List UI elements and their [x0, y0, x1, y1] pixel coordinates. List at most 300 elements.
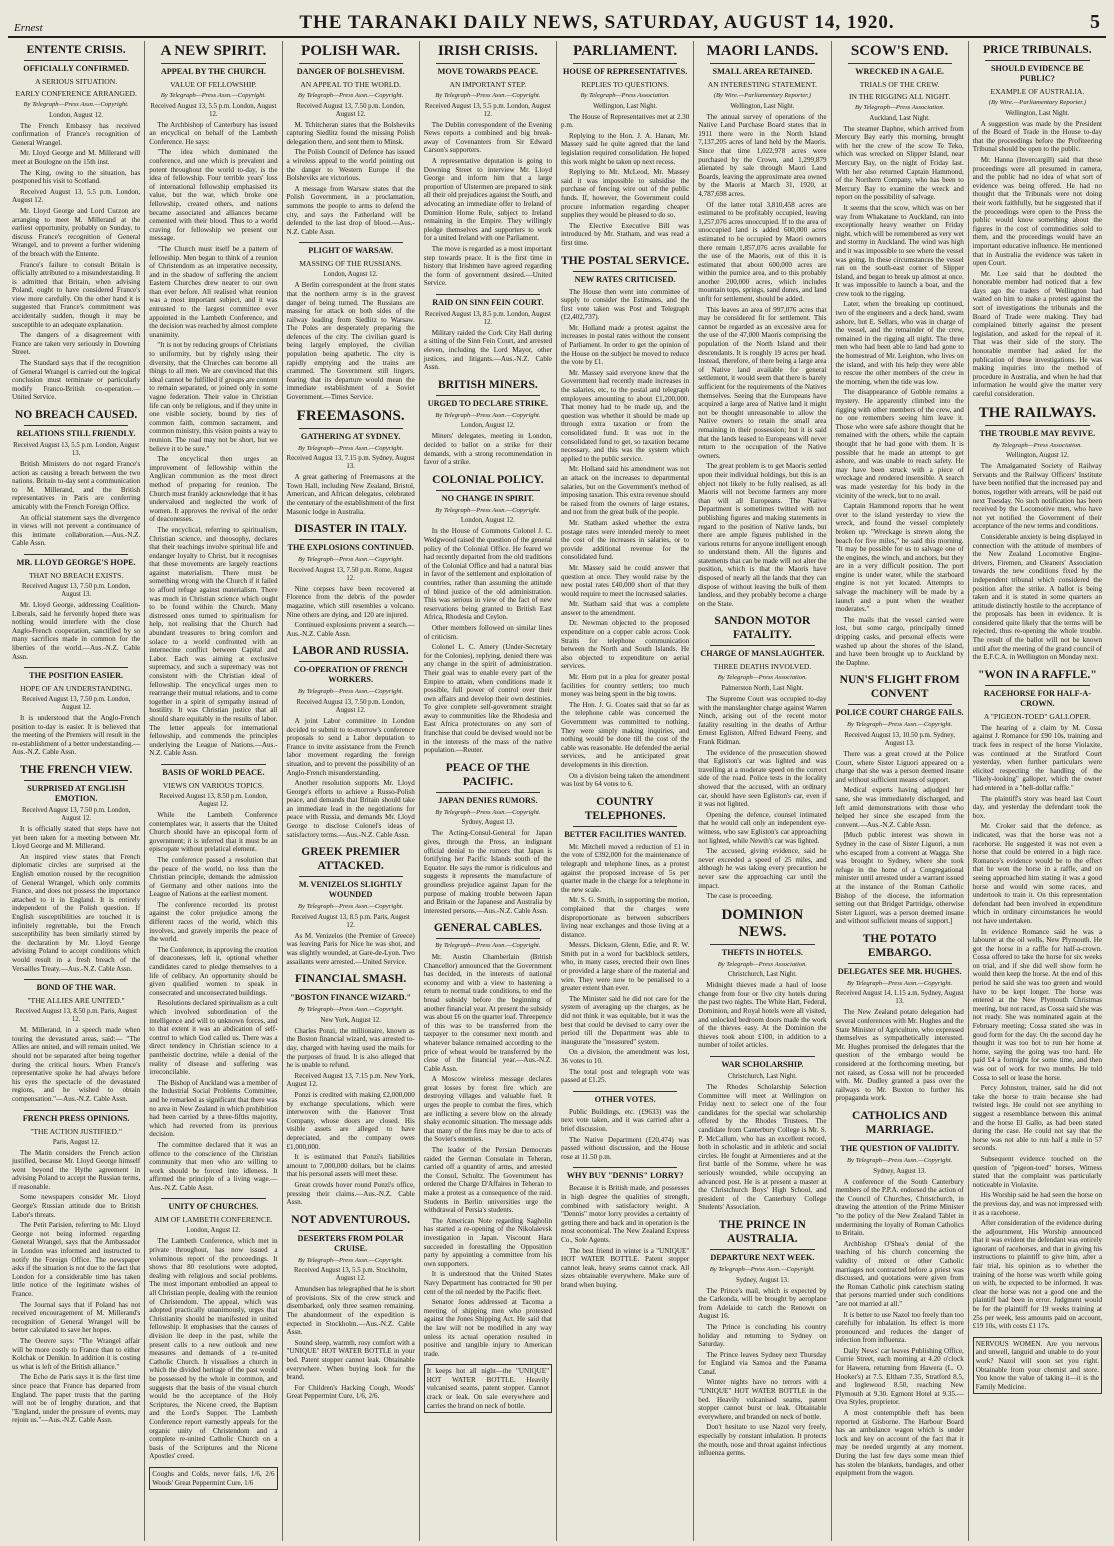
column-8: [969, 41, 1106, 1541]
dateline: Received August 13, 7.50 p.m. London, August 13.: [21, 582, 131, 598]
headline-rule: [985, 60, 1090, 61]
masthead: [8, 4, 1106, 38]
article: [424, 378, 552, 467]
article-paragraph: A joint Labor committee in London decided to submit to to-morrow's conference proposals to send a Labor deputation to France to invite assistance from the French labor movement regarding the foreign situation, and to prevent the possibility of an Anglo-French misunderstanding.: [286, 716, 415, 777]
article-paragraph: In evidence Romance said he was a labourer at the oil wells, New Plymouth. He got the horse in a raffle for half-a-crown. Cossa offered to take the horse for six weeks on trial, and if she did well show form he would then keep the horse. At the end of this period he said she was too green and would have to be kept longer. The horse was entered at the New Plymouth Christmas meeting, but not raced, as Cossa said she was not ready. She was nominated again at the February meeting; Cossa stated she was in good form for the day. On the second day he thought it was too hot to run her home at home, saying the going was too hard. He paid £4 a fortnight for some time, and then was out of work for two months. He told Cossa to sell or lease the horse.: [972, 927, 1102, 1082]
headline-rule: [573, 63, 677, 64]
section-rule: [710, 1056, 814, 1057]
article-paragraph: It is understood that the United States Navy Department has contracted for 90 per cent of the oil needed by the Pacific fleet.: [423, 1270, 552, 1296]
article: [836, 932, 964, 1103]
article-paragraph: The move is regarded as a most important step towards peace. It is the first time in history that Irishmen have agreed regarding the form of government desired.—United Service.: [423, 244, 552, 288]
headline-rule: [299, 989, 403, 990]
article-paragraph: It seems that the scow, which was on her way from Whakatane to Auckland, ran into exceptionally heavy weather on Friday night, which will be remembered as very wet and stormy in Auckland. The wind was high and it was impossible to see where the vessel was going. In these circumstances the vessel ran on the south-east corner of Slipper Island, and began to break up almost at once. It was impossible to launch a boat, and the crew took to the rigging.: [835, 203, 964, 298]
article-deck: "THE ACTION JUSTIFIED.": [30, 1126, 122, 1136]
article-paragraph: Because it is British made, and possesses in high degree the qualities of strength, combined with satisfactory weight. A "Dennis" motor lorry provides a certainty of getting there and back and in operation is the most economical. The New Zealand Express Co., Sole Agents.: [561, 1184, 690, 1244]
article: [149, 764, 277, 1193]
section-rule: [24, 554, 128, 555]
article-deck: EARLY CONFERENCE ARRANGED.: [15, 89, 137, 98]
article-paragraph: The Rhodes Scholarship Selection Committee will meet at Wellington on Friday next to select one of the four candidates for the special war scholarship offered by the Rhodes Trustees. The candidate from Canterbury College is Mr. S. P. McCallum, who has an excellent record, both in scholastic and in athletic and social circles. He fought at Armentieres and at the first battle of the Somme, where he was seriously wounded, while occupying an advanced post. He is at present a master at the Christchurch Boys' High School, and president of the Canterbury College Students' Association.: [698, 1083, 827, 1212]
dateline: London, August 12.: [460, 517, 515, 525]
article-paragraph: Mr. Hanna (Invercargill) said that these proceedings were all presumed in camera, and the public had no idea of what sort of evidence was being offered. He had no thought that the Tribunals were not doing their work faithfully, but he suggested that if the proceedings were open to the Press the public would know something about the figures in the cost of commodities sold to them, and the proceedings would have an important educative influence. He mentioned that in Australia the evidence was taken in open Court.: [972, 155, 1102, 268]
dateline: Sydney, August 13.: [873, 1167, 927, 1175]
article-paragraph: A Moscow wireless message declares great losses by forest fire which are destroying villages and valuable fuel. It urges the people to combat the fires, which are inflicting a severe blow on the already shaky economic situation. The message adds that many of the fires may be due to acts of the Soviet's enemies.: [423, 1075, 552, 1144]
dateline: Received August 13, 7.50 p.m. Rome, August 12.: [288, 566, 413, 582]
article-paragraph: The mails that the vessel carried were lost, but some cargo, principally tinned dripping casks, and personal effects were washed up about the shores of the island, and have been brought up to Auckland by the Daphne.: [835, 615, 964, 667]
article-headline: MAORI LANDS.: [706, 43, 819, 59]
article-deck: "THE ALLIES ARE UNITED.": [27, 996, 125, 1006]
article: [424, 921, 552, 1358]
article-deck: VIEWS ON VARIOUS TOPICS.: [162, 780, 264, 790]
article: [149, 43, 277, 758]
article: [561, 795, 689, 1085]
article-headline: POLISH WAR.: [301, 43, 401, 59]
article-paragraph: Resolutions declared spiritualism as a cult which involved subordination of the intelligence and will to unknown forces, and to that extent it was an abdication of self-control to which God called us. There was a direct tendency in Christian science to a pantheistic doctrine, while a denial of the reality of disease and suffering was irreconcilable.: [149, 999, 278, 1077]
article-paragraph: The great problem is to get Maoris settled upon their individual holdings, but this is an object not likely to be fully realised, as all Maoris will not become farmers any more than will all Europeans. The Native Department is sometimes twitted with not publishing figures and making statements in regard to the position of Native lands, but there are ample figures published in the various returns for anyone intelligent enough to understand them. All the figures and statements that can be made will not alter the position, which is that the Maoris have disposed of nearly all the lands that they can dispose of without leaving the bulk of them landless, and they probably become a charge on the State.: [698, 462, 827, 608]
article-headline: GREEK PREMIER ATTACKED.: [301, 846, 400, 873]
headline-rule: [299, 539, 403, 540]
article-headline: BRITISH MINERS.: [438, 378, 538, 391]
wire-credit: By Telegraph—Press Association.: [854, 104, 945, 111]
article-paragraph: Winter nights have no terrors with a "UNIQUE" HOT WATER BOTTLE in the bed. Heavily vulcanised seams, patent stopper cannot burst or leak. Obtainable everywhere, and branded on neck of bottle.: [698, 1378, 827, 1421]
article-paragraph: Received August 13, 5.5 p.m. London, August 12.: [12, 187, 141, 205]
wire-credit: By Telegraph—Press Assn.—Copyright.: [160, 92, 266, 99]
article: [287, 845, 415, 966]
page-number: 5: [1090, 11, 1100, 33]
headline-rule: [24, 780, 128, 781]
article-paragraph: Nine corpses have been recovered at Florence from the debris of the powder magazine, which still resembles a volcano. Nine others are dying, and 120 are injured.: [286, 584, 415, 619]
article-paragraph: This leaves an area of 997,076 acres that may be considered fit for settlement. This cannot be regarded as an excessive area for the use of the 47,000 Maoris comprising the population of the North Island and their descendants. It is roughly 19 acres per head. Instead, therefore, of there being a large area of Native land available for general settlement, it would seem that there is barely sufficient for the requirements of the Natives themselves. Seeing that the Europeans have acquired a large area of Native land it might not be thought unreasonable to allow the Native owners to retain the small area remaining in their possession; but it is said that the lands leased to Europeans will never return to the occupation of the Native owners.: [698, 305, 827, 460]
article-paragraph: The best friend in winter is a "UNIQUE" HOT WATER BOTTLE. Patent stopper cannot leak, heavy seams cannot crack. All sizes obtainable everywhere. Make sure of brand when buying.: [561, 1246, 690, 1289]
article-paragraph: The annual survey of operations of the Native Land Purchase Board states that in 1911 there were in the North Island 7,137,205 acres of land held by the Maoris. Since that time 1,022,978 acres were purchased by the Crown, and 1,299,879 alienated by sale through Maori Land Boards, leaving the approximate area owned by the Maoris at March 31, 1920, at 4,787,698 acres.: [698, 112, 827, 198]
article-paragraph: The House of Representatives met at 2.30 p.m.: [561, 112, 690, 130]
article-deck: THE EXPLOSIONS CONTINUED.: [287, 543, 414, 553]
headline-rule: [848, 963, 952, 964]
article-paragraph: The conference recorded its protest against the color prejudice among the different races of the world, which this involves, and gravely imperils the peace of the world.: [149, 900, 278, 944]
wire-credit: By Telegraph—Press Assn.—Copyright.: [846, 1157, 953, 1164]
article-paragraph: On a division being taken the amendment was lost by 64 votes to 6.: [561, 771, 690, 789]
article-paragraph: Colonel L. C. Amery (Under-Secretary for the Colonies), replying, denied there was any change in the spirit of administration. Their goal was to enable every part of the Empire to attain, when conditions made it possible, full power of control over their own affairs and develop their own destinies. To give complete self-government straight away to communities like the Rhodesia and East Africa protectorates on any sort of franchise that could be devised would not be in the interests of the mass of the native population.—Reuter.: [423, 643, 552, 755]
article-paragraph: There was a great crowd at the Police Court, where Sister Liguori appeared on a charge that she was a person deemed insane and without sufficient means of support.: [835, 750, 964, 784]
section-rule: [299, 242, 403, 243]
article-headline: A NEW SPIRIT.: [160, 43, 267, 59]
article: [12, 979, 140, 1103]
article-paragraph: Mr. Statham asked whether the extra postage rates were intended merely to meet the cost of the increases in salaries, or to provide additional revenue for the consolidated fund.: [561, 518, 690, 562]
article: [698, 907, 826, 1050]
wire-credit: By Telegraph—Press Assn.—Copyright.: [297, 444, 404, 452]
wire-credit: (By Wire.—Parliamentary Reporter.): [988, 99, 1086, 106]
article-headline: NUN'S FLIGHT FROM CONVENT: [839, 674, 960, 701]
wire-credit: By Telegraph—Press Assn.—Copyright.: [23, 101, 129, 108]
article-paragraph: While the Lambeth Conference contemplates war, it asserts that the United Church should have an episcopal form of government; it is inferred that it must be an episcopate without prelatical element.: [149, 810, 278, 854]
article-deck: A "PIGEON-TOED" GALLOPER.: [983, 711, 1091, 721]
wire-credit: (By Wire.—Parliamentary Reporter.): [713, 92, 811, 99]
article-deck: THE TROUBLE MAY REVIVE.: [979, 428, 1096, 438]
article-paragraph: The accused, giving evidence, said he never exceeded a speed of 25 miles, and although he was taking every precaution he never saw the approaching car until the impact.: [698, 847, 827, 890]
headline-rule: [436, 63, 540, 64]
wire-credit: By Telegraph—Press Association.: [717, 674, 808, 682]
article-paragraph: The Standard says that if the recognition of General Wrangel is carried out the logical conclusion must terminate or particularly modify Franco-British co-operation.—United Service.: [12, 359, 141, 402]
article-paragraph: Mr. Lloyd George, addressing Coalition-Liberals, said he fervently hoped there was nothing would interfere with the close Anglo-French cooperation, sanctified by so many sacrifices made in common for the liberties of the world.—Aus.-N.Z. Cable Assn.: [12, 600, 141, 661]
article-paragraph: The House then went into committee of supply to consider the Estimates, and the first vote taken was Post and Telegraph (£2,402,737).: [561, 287, 690, 322]
article-deck: GATHERING AT SYDNEY.: [300, 431, 401, 441]
headline-rule: [710, 63, 814, 64]
article-paragraph: The conference passed a resolution that the peace of the world, no less than the Christian principle, demands the admission of Germany and other nations into the League of Nations at the earliest moment.: [149, 855, 278, 899]
headline-rule: [985, 685, 1090, 686]
article: [287, 644, 415, 839]
article-deck: OTHER VOTES.: [594, 1094, 656, 1104]
dateline: Received August 13, 7.50 p.m. London, August 12.: [21, 696, 131, 712]
article-headline: SANDON MOTOR FATALITY.: [714, 615, 811, 642]
article-paragraph: The Dublin correspondent of the Evening News reports a combined and big break-away of Covenanters from Sir Edward Carson's supporters.: [423, 120, 552, 155]
column-7: [832, 41, 969, 1541]
article-paragraph: Mr. Croker said that the defence, as indicated, was that the horse was not a racehorse. He suggested it was not even a horse that could be entered in a high race. Romance's evidence would be to the effect that he won the horse in a raffle, and on seeing approached him stating it was a good horse and would win some races, and undertook to train it. On this representation defendant had been involved in expenditure which in ordinary circumstances he would not have undertaken.: [972, 822, 1102, 925]
article-headline: THE POTATO EMBARGO.: [862, 932, 937, 959]
article-paragraph: Public Buildings, etc. (£9633) was the next vote taken, and it was carried after a brief discussion.: [561, 1107, 690, 1133]
article-deck: THE POSITION EASIER.: [29, 671, 124, 681]
article-headline: SCOW'S END.: [850, 43, 949, 59]
headline-rule: [573, 271, 677, 272]
article-paragraph: Subsequent evidence touched on the question of "pigeon-toed" horses, Witness stated that the complaint was particularly noticeable in Violaxite.: [972, 1154, 1102, 1189]
article-headline: DOMINION NEWS.: [721, 906, 804, 940]
article: [12, 554, 140, 661]
article-paragraph: [Much public interest was shown in Sydney in the case of Sister Liguori, a nun who escaped from a convent at Wagga. She was brought to Sydney, where she took refuge in the home of a Congregational minister until arrested under a warrant issued at the instance of the Roman Catholic Bishop of the diocese, the information setting out that Bridget Partridge, otherwise Sister Liguori, was a person deemed insane and without sufficient means of support.]: [835, 831, 964, 926]
headline-rule: [299, 428, 403, 429]
article-paragraph: The Petit Parisien, referring to Mr. Lloyd George not being informed regarding General Wrangel, says that the Ambassador in London was informed and instructed to notify the Foreign Office. The newspaper asks if the situation is not due to the fact that London for a considerable time has taken little notice of the legitimate wishes of France.: [12, 1221, 141, 1298]
article-paragraph: Percy Johnston, trainer, said he did not take the horse to train because she had twisted legs. He could not see anything to suggest a resemblance between this animal and the horse El Gallo, as had been stated during the case. He could not say that the horse was not able to run half a mile in 57 seconds.: [972, 1084, 1102, 1153]
article-headline: "WON IN A RAFFLE.": [977, 668, 1097, 681]
column-2: [145, 41, 282, 1541]
article-paragraph: Of the latter total 3,810,458 acres are estimated to be profitably occupied, leaving 1,257,076 acres unoccupied. If to the area of unoccupied land is added 600,000 acres estimated to be occupied by Maori owners there remain 1,857,076 acres available for the use of the Maoris, out of this it is estimated that about 600,000 acres are within the pumice area, and to this probably another 200,000 acres, which includes mountain tops, springs, sand dunes, and land unfit for settlement, should be added.: [698, 200, 827, 304]
article: [287, 972, 415, 1206]
dateline: Wellington, Last Night.: [730, 102, 795, 110]
article: [698, 43, 826, 608]
article-paragraph: France's failure to consult Britain is officially attributed to a misunderstanding. It is admitted that Britain, when advising Poland, ought to have considered France's view more carefully. On the other hand it is suggested that France's commitment was accidentally sudden, though it may be susceptible to an adequate explanation.: [12, 260, 141, 329]
article: [424, 43, 552, 288]
article-deck: "BOSTON FINANCE WIZARD.": [290, 993, 412, 1003]
article-paragraph: Some newspapers consider Mr. Lloyd George's Russian attitude due to British Labor's threats.: [12, 1193, 141, 1219]
article: [287, 408, 415, 517]
article-deck: AN INTERESTING STATEMENT.: [707, 80, 817, 89]
article-deck: MR. LLOYD GEORGE'S HOPE.: [16, 557, 136, 567]
article-headline: DISASTER IN ITALY.: [294, 523, 407, 536]
article-deck: URGED TO DECLARE STRIKE.: [427, 398, 548, 408]
column-1: [8, 41, 145, 1541]
article-paragraph: The French Embassy has received confirmation of France's recognition of General Wrangel.: [12, 121, 141, 147]
article-paragraph: An inspired view states that French diplomatic circles are surprised at the English emotion roused by the recognition of General Wrangel, which only commits France, and does not possess the importance attached to it in England. It is entirely independent of the Polish question. If English susceptibilities are touched it is infinitely regrettable, but the French susceptibility has been similarly stirred by the declaration by Mr. Lloyd George advising Poland to accept conditions which would result in a fresh breach of the Versailles Treaty.—Aus.-N.Z. Cable Assn.: [12, 852, 141, 973]
article-paragraph: A message from Warsaw states that the Polish Government, in a proclamation, summons the people to arms to defend the city, and says the Fatherland will be defended to the last drop of blood.—Aus.-N.Z. Cable Assn.: [286, 184, 415, 236]
article-paragraph: The Archbishop of Canterbury has issued an encyclical on behalf of the Lambeth Conference. He says:: [149, 120, 278, 146]
article-paragraph: The encyclical then urges an improvement of fellowship within the Anglican communion as the most direct method of preparing for reunion. The Church must frankly acknowledge that it has undervalued and neglected the work of women. It approves the revival of the order of deaconesses.: [149, 455, 278, 524]
article-paragraph: Amundsen has telegraphed that he is short of provisions. Six of the crew struck and disembarked, only three seamen remaining. The abandonment of the expedition is expected in Stockholm.—Aus.-N.Z. Cable Assn.: [286, 1285, 415, 1337]
article-paragraph: Mr. S. G. Smith, in supporting the motion, complained that the charges were disproportionate as between subscribers living near exchanges and those living at a distance.: [561, 896, 690, 939]
wire-credit: By Telegraph—Press Assn.—Copyright.: [435, 942, 541, 950]
article-paragraph: A representative deputation is going to Downing Street to interview Mr. Lloyd George and inform him that a large proportion of Ulstermen are prepared to sink all their old prejudices against the South, and advocating an immediate offer to Ireland of Dominion Home Rule, subject to Ireland remaining in the Empire. They willingly pledge themselves and supporters to work for a united Ireland with one Parliament.: [423, 156, 552, 243]
article-headline: THE PRINCE IN AUSTRALIA.: [718, 1218, 806, 1245]
article: [12, 408, 140, 548]
article-deck: OFFICIALLY CONFIRMED.: [23, 64, 130, 73]
article-paragraph: Mr. Statham said that was a complete answer to the amendment.: [561, 600, 690, 617]
article-paragraph: The Supreme Court was occupied to-day with the manslaughter charge against Warren Ninch, arising out of the recent motor fatality resulting in the deaths of Arthur Ernest Egliston, Alfred Edward Feeny, and Frank Ridman.: [698, 695, 827, 746]
article-paragraph: The Native Department (£20,474) was passed without discussion, and the House rose at 11.50 p.m.: [561, 1135, 690, 1161]
article-paragraph: The Acting-Consul-General for Japan gives, through the Press, an indignant official denial to the rumors that Japan is fortifying her Pacific Islands south of the Equator. He says the rumor is ridiculous and suggests it represents the manufacture of groundless prejudice against Japan for the purpose of making trouble between Japan and Britain or the Japanese and Australia by interested persons.—Aus.-N.Z. Cable Assn.: [423, 829, 552, 915]
article-paragraph: A conference of the South Canterbury members of the P.P.A. endorsed the action of the Council of Churches, Christchurch, in drawing the attention of the Prime Minister "to the policy of the New Zealand Tablet in undermining the loyalty of Roman Catholics to Britain.: [835, 1177, 964, 1238]
article-paragraph: Daily News' car leaves Publishing Office, Currie Street, each morning at 4.20 o'clock for Hawera, returning from Hawera (L. O. Hooker's) at 7.5. Eltham 7.35, Stratford 8.5, and Inglewood 8.50, reaching New Plymouth at 9.30. Egmont Hotel at 9.35.—Ova Styles, proprietor.: [835, 1346, 964, 1407]
dateline: New York, August 12.: [320, 1016, 381, 1024]
article-paragraph: For Children's Hacking Cough, Woods' Great Peppermint Cure, 1/6, 2/6.: [286, 1383, 415, 1401]
article-deck: CHARGE OF MANSLAUGHTER.: [700, 649, 825, 659]
article-paragraph: The Echo de Paris says it is the first time since peace that France has departed from England. The paper trusts that the parting will not be of lengthy duration, and that "England, under the pressure of events, may rejoin us."—Aus.-N.Z. Cable Assn.: [12, 1373, 141, 1425]
article: [698, 1218, 826, 1458]
article-deck: NO CHANGE IN SPIRIT.: [441, 493, 534, 503]
article-paragraph: Sound sleep, warmth, rosy comfort with a "UNIQUE" HOT WATER BOTTLE in your bed. Patent stopper cannot leak. Obtainable everywhere. When buying look for the brand.: [286, 1338, 415, 1382]
article: [836, 673, 964, 925]
article-paragraph: Mr. Lloyd George and M. Millerand will meet at Boulogne on the 15th inst.: [12, 149, 141, 166]
article-paragraph: It is better to use Nazol too freely than too carefully for inhalation. Its effect is more pronounced and reduces the danger of infection from influenza.: [835, 1310, 964, 1345]
article-paragraph: Midnight thieves made a haul of loose change from four or five city hotels during the past two nights. The White Hart, Federal, Dominion, and Royal hotels were all visited, and unlocked bedroom doors made the work of the thieves easy. At the Dominion the thieves took about £100, in addition to a number of toilet articles.: [698, 981, 827, 1050]
article-deck: POLICE COURT CHARGE FAILS.: [835, 708, 964, 718]
headline-rule: [985, 425, 1090, 426]
article-paragraph: Captain Hammond reports that he went over to the island yesterday to view the wreck, and found the vessel completely broken up. "Wreckage is strewn along the beach for five miles," he said this morning. "It may be possible for us to salvage one of the engines, the winch, and anchors, but they are in a very difficult position. The port engine is under water, while the starboard engine is not yet located. Attempts to salvage the machinery will be made by a launch and a punt when the weather moderates.": [835, 502, 964, 614]
article-deck: WHY BUY "DENNIS" LORRY?: [566, 1171, 684, 1181]
headline-rule: [436, 792, 540, 793]
wire-credit: By Telegraph—Press Assn.—Copyright.: [297, 1006, 404, 1014]
dateline: Wellington, Last Night.: [1005, 109, 1070, 117]
article-deck: APPEAL BY THE CHURCH.: [160, 67, 266, 76]
wire-credit: By Telegraph—Press Assn.—Copyright.: [846, 979, 953, 987]
article-paragraph: The disappearance of Gobble remains a mystery. He apparently climbed into the rigging with other members of the crew, and no one remembers seeing him leave it. Those who were safe ashore thought that he remained with the others, while the captain thought that he had gone with them. It is possible that he made an attempt to get ashore, and was unable to reach safety. He may have been struck with a piece of wreckage and rendered insensible. A search was made yesterday for his body in the vicinity of the wreck, but to no avail.: [835, 388, 964, 500]
article-deck: BOND OF THE WAR.: [36, 983, 116, 993]
article-paragraph: Mr. Holland made a protest against the increases in postal rates without the consent of Parliament. In order to get the opinion of the House on the subject he moved to reduce the vote by £1.: [561, 323, 690, 367]
wire-credit: By Telegraph—Press Assn.—Copyright.: [435, 808, 541, 816]
headline-rule: [848, 704, 952, 705]
article-deck: MASSING OF THE RUSSIANS.: [299, 259, 403, 269]
article-paragraph: Medical experts having adjudged her sane, she was immediately discharged, and left amid demonstrations with those who helped her since she escaped from the convent.—Aus.-N.Z. Cable Assn.: [835, 786, 964, 829]
column-4: [420, 41, 557, 1541]
headline-rule: [299, 876, 403, 877]
article-deck: FRENCH PRESS OPINIONS.: [22, 1113, 130, 1123]
column-5: [557, 41, 694, 1541]
headline-rule: [710, 1249, 814, 1250]
article-paragraph: Mr. Lee said that he doubted the honorable member had noticed that a few days ago the traders of Wellington had waited on him to make a protest against the sort of investigations the tribunals and the Board of Trade were making. They had complained bitterly against the present legislation, and asked for the repeal of it. That was their side of the story. The honorable member had asked for the publication of these investigations. He was making inquiries into the method of procedure in Australia, and when he had that information he would give the matter very careful consideration.: [972, 269, 1102, 398]
article-deck: HOUSE OF REPRESENTATIVES.: [562, 67, 688, 76]
section-rule: [24, 1110, 128, 1111]
headline-rule: [573, 826, 677, 827]
article: [698, 1056, 826, 1212]
article: [287, 522, 415, 638]
article-headline: PRICE TRIBUNALS.: [983, 44, 1092, 56]
article-deck: SURPRISED AT ENGLISH EMOTION.: [27, 784, 126, 804]
article-paragraph: British Ministers do not regard France's action as causing a breach between the two nations. Britain to-day sent a communication to M. Millerand, and the British representatives in Paris are conferring amicably with the French Foreign Office.: [12, 460, 141, 511]
dateline: Palmerston North, Last Night.: [721, 685, 804, 693]
dateline: Christchurch, Last Night.: [727, 971, 797, 979]
article: [12, 667, 140, 757]
article-paragraph: Messrs. Dickson, Glenn, Edie, and R. W. Smith put in a word for backblock settlers, who, in many cases, erected their own lines or provided a large share of the material and wire. They were now to be penalised to a greater extent than ever.: [561, 941, 690, 993]
wire-credit: By Telegraph—Press Association.: [580, 92, 670, 99]
advertisement: It keeps hot all night—the "UNIQUE" HOT WATER BOTTLE. Heavily vulcanised seams, patent stopper. Cannot crack or leak. On sale everywhere and carries the brand on neck of bottle.: [424, 1364, 552, 1413]
headline-rule: [710, 944, 814, 945]
article-paragraph: It is understood that the Anglo-French position to-day is easier. It is believed that the meeting of the Premiers will result in the re-establishment of a better understanding.—Aus.-N.Z. Cable Assn.: [12, 714, 141, 757]
article-paragraph: Mr. Massey said everyone knew that the Government had recently made increases in the salaries, etc, to the postal and telegraph employees amounting to about £1,200,000. That money had to be made up, and the question was whether it should be made up through extra taxation or from the consolidated fund. It was not in the consolidated fund to get, so taxation became necessary, and this was the system which applied to the public service.: [561, 368, 690, 463]
article-deck: WAR SCHOLARSHIP.: [721, 1060, 804, 1070]
article-paragraph: Ponzi is credited with making £2,000,000 by exchange speculations, which were interwoven with the Hanover Trust Company, whose doors are closed. His visible assets are alleged to have depreciated, and the company owes £1,000,000.: [286, 1090, 415, 1151]
article-deck: RELATIONS STILL FRIENDLY.: [16, 429, 136, 438]
article-paragraph: The American Note regarding Sagholin has started a re-opening of the Nikolaievsk investigation in Japan. Viscount Hara succeeded in forestalling the Opposition party by appointing a committee from his own supporters.: [423, 1216, 552, 1268]
columns: [8, 41, 1106, 1541]
dateline: Received August 13, 5.5 p.m. Stockholm, August 12.: [293, 1267, 408, 1283]
article-deck: RAID ON SINN FEIN COURT.: [432, 297, 544, 307]
dateline: Received August 13, 7.50 p.m. London, August 12.: [296, 102, 405, 118]
article-deck: AN APPEAL TO THE WORLD.: [300, 80, 401, 89]
article-deck: REPLIES TO QUESTIONS.: [581, 80, 669, 89]
section-rule: [24, 979, 128, 980]
dateline: Received August 13, 8.5 p.m. London, August 12.: [424, 310, 551, 326]
article-paragraph: Other members followed on similar lines of criticism.: [423, 623, 552, 641]
section-rule: [436, 294, 540, 295]
article-deck: AN IMPORTANT STEP.: [449, 80, 527, 89]
article-paragraph: The encyclical, referring to spiritualism, Christian science, and theosophy, declares that their teachings involve spiritual life and endanger loyalty to Christ, but it recognises that these movements are largely reactions against materialism. There must be something wrong with the Church if it failed to afford refuge against materialism. There was much in Christian science which ought to be found within the Church. Many distressed ones turned to spiritualism for help, not realising that the Church had abundant treasures to bring comfort and solace to a world confronted with an internecine conflict between Capital and Labor. Each was aiming at exclusive supremacy, and such a supremacy was not consistent with the Christian ideal of fellowship. The encyclical urges men to rearrange their mutual relations, and to come together in a spirit of sympathy instead of hostility. It was Christian justice that all should share equitably in the results of labor. The letter appeals for international fellowship, and commends the principles underlying the League of Nations.—Aus.-N.Z. Cable Assn.: [149, 525, 278, 758]
article-headline: IRISH CRISIS.: [437, 43, 538, 59]
wire-credit: By Telegraph—Press Association.: [992, 441, 1083, 449]
article: [836, 43, 964, 667]
article-headline: FREEMASONS.: [296, 407, 405, 424]
article-paragraph: The evidence of the prosecution showed that Egliston's car was lighted and was travelling at a moderate speed on the correct side of the road. Police tests in the locality showed that the accused, with an ordinary car, should have seen Egliston's car, even if it was not lighted.: [698, 748, 827, 809]
article-deck: M. VENIZELOS SLIGHTLY WOUNDED: [298, 880, 403, 900]
headline-rule: [161, 63, 265, 64]
article-paragraph: The hearing of a claim by M. Cossa against J. Romance for £90 10s, training and track fees in respect of the horse Violaxite, was continued at the Stratford Court yesterday, when further particulars were elicited respecting the handling of the "likely-looking" galloper, which the owner had entered in a "hell-dollar raffle.": [972, 723, 1102, 792]
wire-credit: By Telegraph—Press Assn.—Copyright.: [435, 411, 541, 419]
headline-rule: [24, 425, 128, 426]
dateline: Christchurch, Last Night.: [727, 1073, 797, 1081]
article-paragraph: The New Zealand potato delegation had several conferences with Mr. Hughes and the State Minister of Agriculture, who expressed themselves as sympathetically interested. Mr. Hughes promised the delegates that the question of the embargo would be considered at the forthcoming meeting, but not raised, as Cossa will not be proceeded with. Mr. Dudley granted a pass over the railways to Mr. Buxton to further his propaganda work.: [835, 1008, 964, 1103]
dateline: London, August 12.: [323, 271, 378, 279]
article-deck: DANGER OF BOLSHEVISM.: [296, 67, 405, 76]
article-paragraph: The committee declared that it was an offence to the conscience of the Christian community that men who are willing to work should be forced into idleness. It affirmed the principle of a living wage.—Aus.-N.Z. Cable Assn.: [149, 1140, 278, 1192]
article: [561, 1167, 689, 1289]
article-paragraph: Mr. Holland said his amendment was not an attack on the increases to departmental salaries, but on the Government's method of imposing taxation. This extra revenue should be raised from the owners of large estates, and not from the great bulk of the people.: [561, 465, 690, 517]
article-paragraph: A most contemptible theft has been reported at Gisborne. The Harbour Board has an ambulance wagon which is under lock and key on account of the fact that it may be needed urgently at any moment. During the last few days some mean thief has stolen the blankets, bandages, and other equipment from the wagon.: [835, 1409, 964, 1478]
article-paragraph: The Elective Executive Bill was introduced by Mr. Statham, and was read a first time.: [561, 221, 690, 247]
article-deck: PLIGHT OF WARSAW.: [308, 246, 394, 256]
article-deck: THE QUESTION OF VALIDITY.: [840, 1144, 959, 1153]
article-headline: PEACE OF THE PACIFIC.: [445, 761, 531, 788]
article-deck: BASIS OF WORLD PEACE.: [162, 767, 265, 777]
headline-rule: [848, 63, 952, 64]
article-deck: WRECKED IN A GALE.: [855, 67, 944, 76]
dateline: Paris, August 12.: [52, 1138, 100, 1146]
article-paragraph: The King, owing to the situation, has postponed his visit to Scotland.: [12, 168, 141, 186]
article-paragraph: The plaintiff's story was heard last Court day, and yesterday the defendant took the box.: [972, 794, 1102, 820]
column-6: [694, 41, 831, 1541]
wire-credit: By Telegraph—Press Assn.—Copyright.: [297, 92, 404, 99]
dateline: Received August 13, 10.50 p.m. Sydney, August 13.: [844, 732, 955, 747]
article-paragraph: "It is not by reducing groups of Christians to uniformity, but by rightly using their diversity, that the Churches can become all things to all men. We are convinced that this ideal cannot be fulfilled if groups are content to remain separated, or joined only in some vague federation. Their value in Christian life can only be religious, and if they unite in one visible society, bound by ties of common faith, common sacrament, and common ministry, this vision points a way to reunion. The road may not be short, but we believe it to be sure.": [149, 341, 278, 453]
article-deck: TRIALS OF THE CREW.: [859, 80, 940, 89]
article-paragraph: The total post and telegraph vote was passed at £1.25.: [561, 1067, 690, 1085]
masthead-title: THE TARANAKI DAILY NEWS, SATURDAY, AUGUST 14, 1920.: [299, 12, 895, 33]
section-rule: [161, 764, 265, 765]
article-paragraph: The Journal says that if Poland has not received encouragement of M. Millerand's recognition of General Wrangel will be better calculated to save her hopes.: [12, 1300, 141, 1335]
article-paragraph: Senator Jones addressed at Tacoma a meeting of shipping men who protested against the Jones Shipping Act. He said that the law will not be modified in any way unless its actual operation resulted in positive and tangible injury to American trade.: [423, 1298, 552, 1358]
article: [973, 668, 1102, 1331]
advertisement: Coughs and Colds, never fails, 1/6, 2/6 Woods' Great Peppermint Cure, 1/6: [149, 1467, 277, 1490]
article: [698, 614, 826, 900]
article-deck: BETTER FACILITIES WANTED.: [564, 829, 687, 839]
article: [287, 43, 415, 236]
article: [287, 1213, 415, 1401]
article-paragraph: Mr. Lloyd George and Lord Curzon are arranging to meet M. Millerand at the earliest opportunity, probably on Sunday, to discuss France's recognition of General Wrangel, and to prevent a further widening of the breach with the Entente.: [12, 206, 141, 258]
article: [424, 761, 552, 916]
article: [424, 294, 552, 372]
dateline: Received August 13, 7.50 p.m. London, August 12.: [296, 698, 405, 714]
article-paragraph: An official statement says the divergence in views will not prevent a continuance of this intimate collaboration.—Aus.-N.Z. Cable Assn.: [12, 513, 141, 548]
dateline: Received August 13, 8.50 p.m. London, August 12.: [159, 792, 268, 808]
article-headline: THE RAILWAYS.: [978, 404, 1097, 421]
wire-credit: By Telegraph—Press Assn.—Copyright.: [297, 903, 404, 911]
article-deck: NEW RATES CRITICISED.: [574, 274, 676, 284]
article-paragraph: The Minister said he did not care for the system of averaging up the charges, as he did not think it was equitable, but it was the best that could be devised to carry over the period till the Department was able to inaugurate the "measured" system.: [561, 994, 690, 1046]
article-deck: VALUE OF FELLOWSHIP.: [170, 80, 257, 89]
article: [973, 405, 1102, 662]
article-deck: UNITY OF CHURCHES.: [168, 1202, 259, 1212]
article-paragraph: The leader of the Persian Democrats raided the German Consulate in Teheran, carried off a quantity of arms, and arrested the Consul, Schultz. The Government has ordered the Charge D'Affaires in Teheran to make a protest as a consequence of the raid. Students in Berlin universities urge the withdrawal of Persia's students.: [423, 1146, 552, 1215]
article: [149, 1198, 277, 1460]
article-paragraph: Later, when the breaking up continued, two of the engineers and a deck hand, swam ashore, but E. Sellars, who was in charge of the vessel, and the remainder of the crew, remained in the rigging all night. The three men who had been able to land had gone to the homestead of Mr. Leighton, who lives on the island, and with his help they were able to rescue the other members of the crew in the morning, when the tide was low.: [835, 300, 964, 386]
headline-rule: [299, 1230, 403, 1231]
dateline: London, August 12.: [186, 1227, 241, 1235]
article-headline: THE POSTAL SERVICE.: [561, 254, 690, 267]
article-headline: NOT ADVENTUROUS.: [291, 1213, 410, 1226]
headline-rule: [24, 60, 128, 61]
article-deck: HOPE OF AN UNDERSTANDING.: [20, 684, 133, 694]
article-headline: LABOR AND RUSSIA.: [292, 645, 409, 658]
article-deck: SMALL AREA RETAINED.: [712, 67, 813, 76]
wire-credit: By Telegraph—Press Association.: [717, 960, 808, 968]
article-paragraph: The dangers of a disagreement with France are taken very seriously in Downing Street.: [12, 331, 141, 357]
article-paragraph: A great gathering of Freemasons at the Town Hall, including New Zealand, Bristol, American, and African delegates, celebrated the centenary of the establishment of the first Masonic lodge in Australia.: [286, 473, 415, 516]
article-deck: MOVE TOWARDS PEACE.: [437, 67, 539, 76]
article-paragraph: Don't hesitate to use Nazol very freely, especially by constant inhalation. It protects the mouth, nose and throat against infectious influenza germs.: [698, 1423, 827, 1458]
article-paragraph: Miners' delegates, meeting in London, decided to ballot on a strike for their demands, with a strong recommendation in favor of a strike.: [423, 432, 552, 467]
article-paragraph: Received August 13, 7.15 p.m. New York, August 12.: [286, 1071, 415, 1089]
dateline: Sydney, August 13.: [735, 1276, 789, 1284]
article-deck: RACEHORSE FOR HALF-A-CROWN.: [983, 688, 1092, 708]
article-headline: FINANCIAL SMASH.: [295, 973, 407, 986]
article: [12, 1110, 140, 1425]
article-paragraph: On a division, the amendment was lost, 36 votes to 10.: [561, 1048, 690, 1065]
article-paragraph: "The Church must itself be a pattern of fellowship. Men began to think of a reunion of Christendom as an imperative necessity, and in the shadow of suffering the ancient Eastern Churches drew nearer to our own than ever before. All realised what reunion was a most important subject, and it was entrusted to the largest committee ever appointed in the Lambeth Conference, and the decision was reached by almost complete unanimity.: [149, 244, 278, 339]
dateline: Received August 14, 1.15 a.m. Sydney, August 13.: [835, 990, 964, 1006]
article-paragraph: A Berlin correspondent at the front states that the northern army is in the gravest danger of being turned. The Russians are massing for attack on both sides of the railway leading from Siedlitz to Warsaw. The Poles are desperately preparing the defences of the city. The civilian guard is being largely employed, the civilian population being apathetic. The city is rapidly emptying and the trains are crammed. The Government still lingers, fearing that its departure would mean the immediate establishment of a Soviet Government.—Times Service.: [286, 281, 415, 402]
article-deck: THEFTS IN HOTELS.: [721, 947, 803, 957]
article: [561, 254, 689, 789]
article-paragraph: The Hon. J. G. Coates said that so far as the telephone cable was concerned the Government was committed to nothing. They were simply making inquiries, and nothing would be done till the cost of the cable was reasonable. He defended the aerial services, and he anticipated great developments in this direction.: [561, 700, 690, 769]
wire-credit: By Telegraph—Press Assn.—Copyright.: [297, 1256, 404, 1264]
dateline: Received August 13, 5.5 p.m. London, August 13.: [13, 442, 140, 457]
article-paragraph: Great crowds hover round Ponzi's office, pressing their claims.—Aus.-N.Z. Cable Assn.: [286, 1180, 415, 1207]
dateline: Sydney, August 13.: [461, 819, 515, 827]
article-headline: COLONIAL POLICY.: [432, 473, 544, 486]
article-paragraph: The Bishop of Auckland was a member of the Industrial Social Problems Committee, and he remarked as significant that there was no area in New Zealand in which prohibition had been carried by a three-fifths majority, which had reverted from its previous decision.: [149, 1078, 278, 1139]
article: [287, 242, 415, 401]
article-paragraph: After consideration of the evidence during the adjournment, His Worship announced that it was evident the defendant was entirely ignorant of racehorses, and that in giving his instructions to plaintiff to give him, after a fair trial, his opinion as to whether the training of the horse was worth while going on with, he expected to be informed. It was clear the horse was not a good one and the plaintiff had been in error. Judgment would be for the plaintiff for 19 weeks training at 25s per week, less amounts paid on account, £19 10s, with costs £1 17s.: [972, 1219, 1102, 1331]
wire-credit: By Telegraph—Press Assn.—Copyright.: [297, 556, 404, 564]
dateline: Received August 13, 7.15 p.m. Sydney, August 13.: [286, 455, 415, 471]
article-paragraph: M. Tchitcheran states that the Bolsheviks capturing Siedlitz found the missing Polish delegation there, and sent them to Minsk.: [286, 120, 415, 146]
article-deck: DELEGATES SEE MR. HUGHES.: [837, 966, 962, 976]
article: [12, 43, 140, 402]
article-deck: DEPARTURE NEXT WEEK.: [710, 1252, 815, 1262]
article-headline: NO BREACH CAUSED.: [14, 409, 138, 421]
